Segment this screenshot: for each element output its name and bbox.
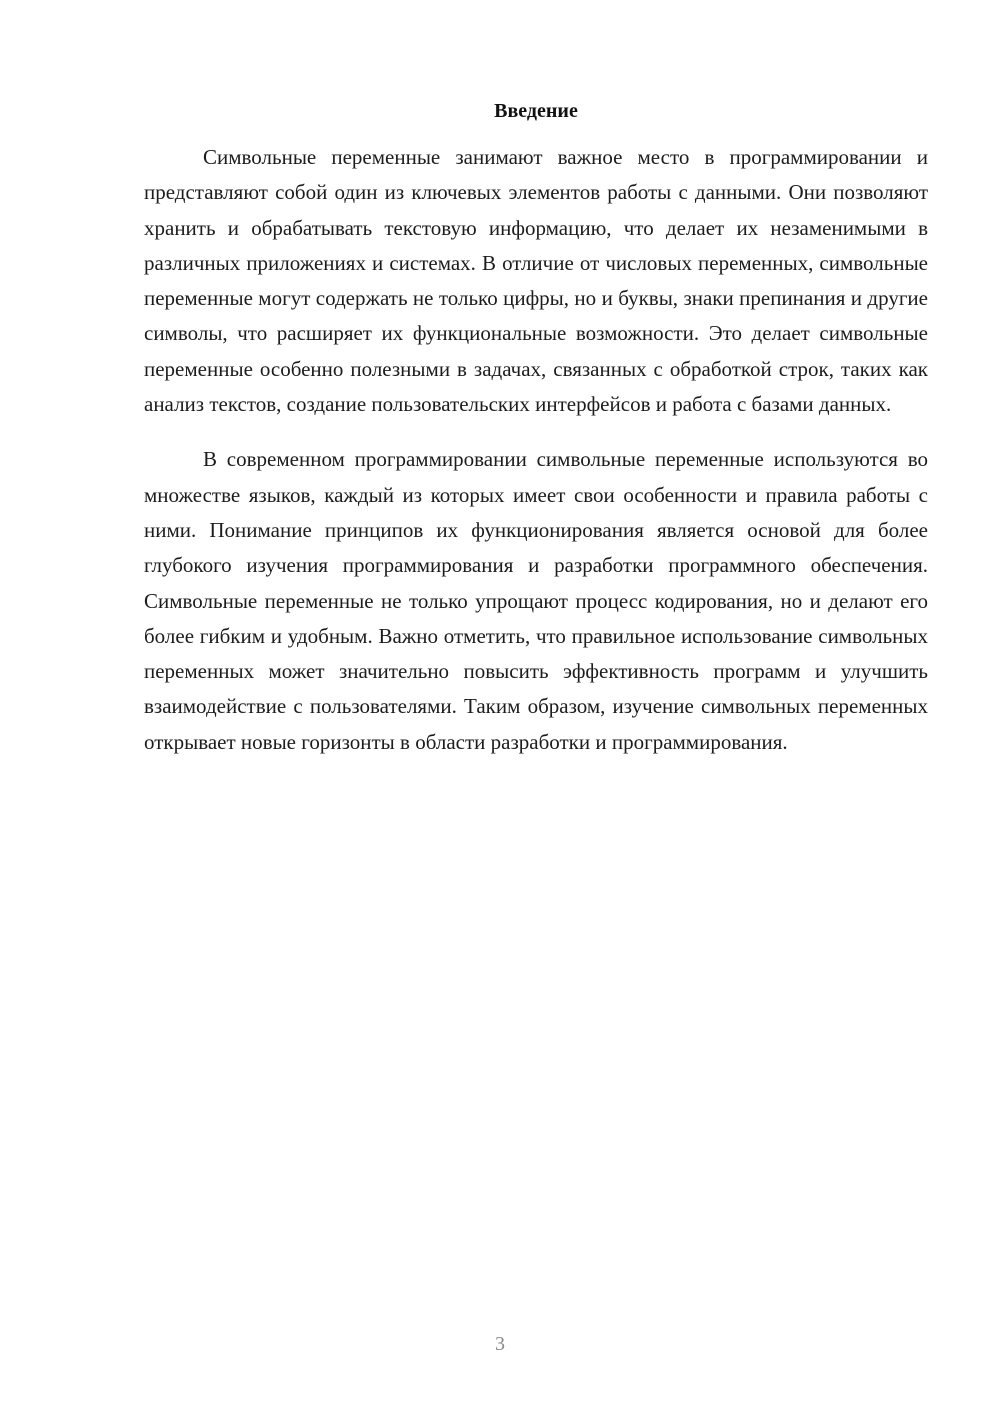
page-title: Введение [494, 100, 578, 122]
paragraph-2: В современном программировании символьные переменные используются во множестве языков, каждый из которых имеет свои особенности и правила работы с ними. Понимание принципов их функционирования является основой для более глубокого изучения программирования и разработки программного обеспечения. Символьные переменные не только упрощают процесс кодирования, но и делают его более гибким и удобным. Важно отметить, что правильное использование символьных переменных может значительно повысить эффективность программ и улучшить взаимодействие с пользователями. Таким образом, изучение символьных переменных открывает новые горизонты в области разработки и программирования. [144, 447, 928, 754]
paragraph-1: Символьные переменные занимают важное место в программировании и представляют собой один из ключевых элементов работы с данными. Они позволяют хранить и обрабатывать текстовую информацию, что делает их незаменимыми в различных приложениях и системах. В отличие от числовых переменных, символьные переменные могут содержать не только цифры, но и буквы, знаки препинания и другие символы, что расширяет их функциональные возможности. Это делает символьные переменные особенно полезными в задачах, связанных с обработкой строк, таких как анализ текстов, создание пользовательских интерфейсов и работа с базами данных. [144, 145, 928, 417]
page-content [144, 96, 928, 760]
page-number: 3 [495, 1333, 505, 1355]
